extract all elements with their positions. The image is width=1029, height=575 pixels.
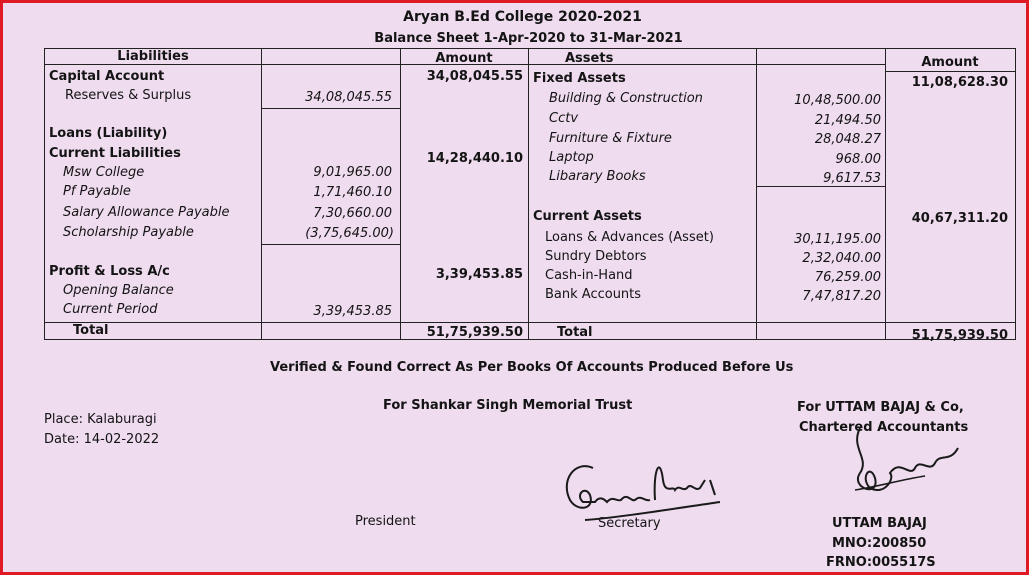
current-assets-label: Current Assets bbox=[533, 209, 642, 224]
current-liabilities-total: 14,28,440.10 bbox=[426, 151, 523, 166]
header-liab-amount: Amount bbox=[435, 51, 493, 66]
opening-balance-label: Opening Balance bbox=[63, 283, 174, 298]
capital-account-total: 34,08,045.55 bbox=[426, 69, 523, 84]
fixed-asset-value: 21,494.50 bbox=[814, 113, 881, 128]
liabilities-total-value: 51,75,939.50 bbox=[426, 325, 523, 340]
fixed-asset-label: Laptop bbox=[549, 150, 594, 165]
auditor-name: UTTAM BAJAJ bbox=[832, 516, 927, 531]
auditor-mno: MNO:200850 bbox=[832, 536, 927, 551]
date: Date: 14-02-2022 bbox=[44, 432, 160, 447]
current-assets-total: 40,67,311.20 bbox=[911, 211, 1008, 226]
liability-item-value: 7,30,660.00 bbox=[313, 206, 392, 221]
profit-loss-total: 3,39,453.85 bbox=[435, 267, 523, 282]
place: Place: Kalaburagi bbox=[44, 412, 157, 427]
capital-account-label: Capital Account bbox=[49, 69, 165, 84]
header-liabilities: Liabilities bbox=[117, 49, 189, 64]
trust-name: For Shankar Singh Memorial Trust bbox=[383, 398, 633, 413]
liability-item-label: Salary Allowance Payable bbox=[63, 205, 230, 220]
liability-item-value: 1,71,460.10 bbox=[313, 185, 392, 200]
fixed-assets-label: Fixed Assets bbox=[533, 71, 626, 86]
assets-total-label: Total bbox=[557, 325, 593, 340]
current-asset-value: 7,47,817.20 bbox=[802, 289, 881, 304]
header-asset-amount: Amount bbox=[921, 55, 979, 70]
current-asset-value: 30,11,195.00 bbox=[794, 232, 881, 247]
current-asset-value: 76,259.00 bbox=[814, 270, 881, 285]
liability-item-value: 9,01,965.00 bbox=[313, 165, 392, 180]
fixed-asset-label: Furniture & Fixture bbox=[549, 131, 672, 146]
current-asset-label: Bank Accounts bbox=[545, 287, 642, 302]
assets-total-value: 51,75,939.50 bbox=[911, 328, 1008, 343]
liability-item-label: Scholarship Payable bbox=[63, 225, 194, 240]
audit-firm: For UTTAM BAJAJ & Co, bbox=[797, 400, 964, 415]
president-label: President bbox=[355, 514, 416, 529]
current-liabilities-label: Current Liabilities bbox=[49, 146, 181, 161]
verification-note: Verified & Found Correct As Per Books Of Accounts Produced Before Us bbox=[270, 360, 794, 375]
fixed-asset-value: 9,617.53 bbox=[823, 171, 881, 186]
fixed-asset-value: 968.00 bbox=[835, 152, 881, 167]
fixed-assets-total: 11,08,628.30 bbox=[911, 75, 1008, 90]
liability-item-value: (3,75,645.00) bbox=[305, 226, 394, 241]
secretary-signature bbox=[555, 440, 745, 530]
liability-item-label: Msw College bbox=[63, 165, 145, 180]
current-asset-label: Loans & Advances (Asset) bbox=[545, 230, 714, 245]
fixed-asset-value: 10,48,500.00 bbox=[794, 93, 881, 108]
fixed-asset-label: Cctv bbox=[549, 111, 579, 126]
auditor-signature bbox=[840, 418, 970, 508]
current-period-label: Current Period bbox=[63, 302, 158, 317]
reserves-label: Reserves & Surplus bbox=[65, 88, 192, 103]
fixed-asset-value: 28,048.27 bbox=[814, 132, 881, 147]
reserves-value: 34,08,045.55 bbox=[305, 90, 392, 105]
liability-item-label: Pf Payable bbox=[63, 184, 131, 199]
loans-liability-label: Loans (Liability) bbox=[49, 126, 168, 141]
liabilities-total-label: Total bbox=[73, 323, 109, 338]
current-asset-value: 2,32,040.00 bbox=[802, 251, 881, 266]
balance-sheet-table bbox=[44, 48, 1016, 343]
audit-firm-subtitle: Chartered Accountants bbox=[799, 420, 969, 435]
fixed-asset-label: Libarary Books bbox=[549, 169, 646, 184]
header-assets: Assets bbox=[565, 51, 614, 66]
college-title: Aryan B.Ed College 2020-2021 bbox=[403, 9, 642, 25]
current-asset-label: Sundry Debtors bbox=[545, 249, 647, 264]
secretary-label: Secretary bbox=[598, 516, 661, 531]
current-period-value: 3,39,453.85 bbox=[313, 304, 392, 319]
fixed-asset-label: Building & Construction bbox=[549, 91, 703, 106]
auditor-frno: FRNO:005517S bbox=[826, 555, 936, 570]
balance-sheet-period: Balance Sheet 1-Apr-2020 to 31-Mar-2021 bbox=[374, 31, 683, 46]
profit-loss-label: Profit & Loss A/c bbox=[49, 264, 170, 279]
current-asset-label: Cash-in-Hand bbox=[545, 268, 633, 283]
